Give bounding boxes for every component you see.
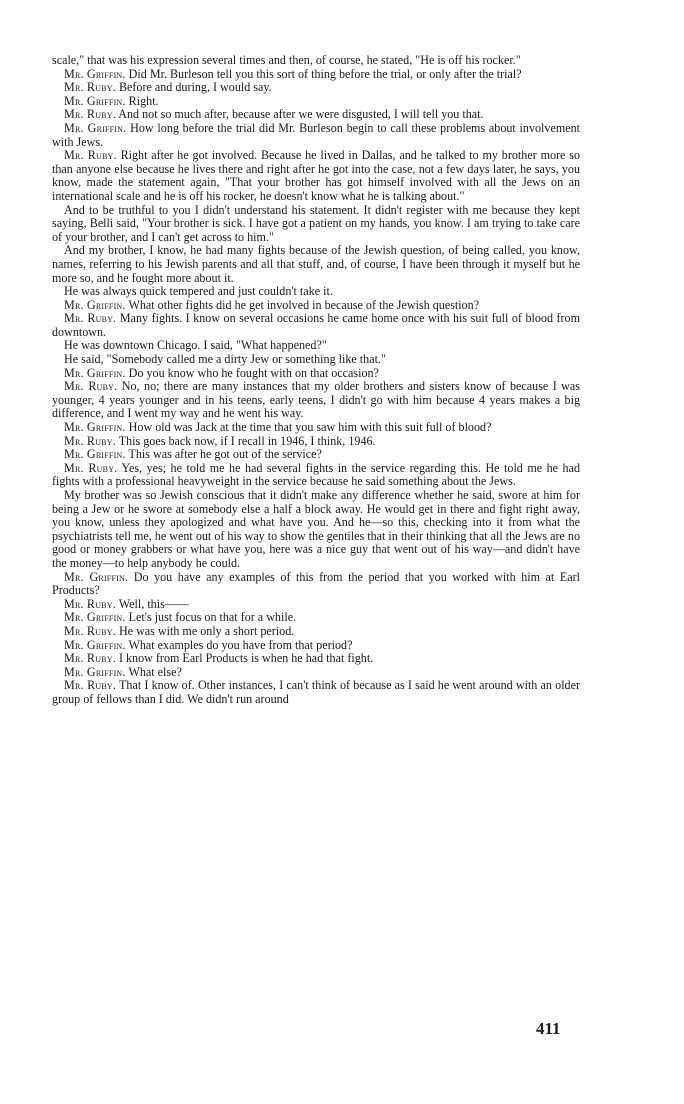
paragraph-text: What other fights did he get involved in because of the Jewish question? [128,297,480,312]
transcript-paragraph [52,312,580,339]
paragraph-text: Yes, yes; he told me he had several fights in the service regarding this. He told me he had fights with a professional heavyweight in the service because he said something about the Jews. [52,460,580,489]
paragraph-text: scale," that was his expression several times and then, of course, he stated, "He is off his rocker." [52,53,521,67]
speaker-label: Mr. Griffin. [64,420,126,435]
transcript-paragraph [52,652,580,666]
speaker-label: Mr. Griffin. [64,365,126,380]
transcript-paragraph [52,95,580,109]
speaker-label: Mr. Griffin. [64,664,126,679]
speaker-label: Mr. Ruby. [64,379,118,394]
speaker-label: Mr. Ruby. [64,433,116,448]
transcript-paragraph [52,81,580,95]
transcript-paragraph [52,679,580,706]
paragraph-text: Before and during, I would say. [118,80,272,95]
transcript-paragraph [52,448,580,462]
speaker-label: Mr. Ruby. [64,148,117,163]
transcript-paragraph [52,380,580,421]
page-number: 411 [536,1019,561,1038]
transcript-paragraph [52,244,580,285]
paragraph-text: That I know of. Other instances, I can't think of because as I said he went around with an older group of fellows than I did. We didn't run around [52,678,580,706]
paragraph-text: This was after he got out of the service? [128,447,322,462]
transcript-paragraph [52,149,580,203]
paragraph-text: He was always quick tempered and just couldn't take it. [64,284,333,299]
paragraph-text: My brother was so Jewish conscious that it didn't make any difference whether he said, swore at him for being a Jew or he swore at somebody else a half a block away. He would get in there and fight right away, you know, unless they apologized and what have you. And he—so this, checking into it from what the psychiatrists tell me, he went out of his way to show the gentiles that in their thinking that all the Jews are no good or money grabbers or what have you, here was a nice guy that went out of his way—and didn't have the money—to help anybody he could. [52,488,580,570]
paragraph-text: Do you have any examples of this from the period that you worked with him at Earl Products? [52,569,580,598]
paragraph-text: I know from Earl Products is when he had that fight. [118,651,374,666]
transcript-paragraph [52,462,580,489]
transcript-paragraph [52,625,580,639]
transcript-paragraph [52,285,580,299]
speaker-label: Mr. Griffin. [64,297,126,312]
transcript-paragraph [52,571,580,598]
speaker-label: Mr. Ruby. [64,80,116,95]
paragraph-text: Many fights. I know on several occasions he came home once with his suit full of blood from downtown. [52,311,580,339]
speaker-label: Mr. Griffin. [64,93,126,108]
speaker-label: Mr. Ruby. [64,623,116,638]
transcript-paragraph [52,367,580,381]
transcript-paragraph [52,611,580,625]
transcript-paragraph [52,598,580,612]
paragraph-text: And not so much after, because after we were disgusted, I will tell you that. [118,107,484,122]
paragraph-text: What examples do you have from that period? [128,637,353,652]
transcript-paragraph [52,666,580,680]
paragraph-text: Let's just focus on that for a while. [128,610,297,625]
transcript-paragraph [52,299,580,313]
paragraph-text: And my brother, I know, he had many fights because of the Jewish question, of being called, you know, names, referring to his Jewish parents and all that stuff, and, of course, I have been through it myself but he more so, and he fought more about it. [52,243,580,285]
speaker-label: Mr. Ruby. [64,651,116,666]
transcript-paragraph [52,435,580,449]
speaker-label: Mr. Griffin. [64,637,126,652]
transcript-paragraph [52,54,580,68]
paragraph-text: What else? [128,664,182,679]
paragraph-text: He was downtown Chicago. I said, "What happened?" [64,338,327,353]
speaker-label: Mr. Ruby. [64,678,117,693]
speaker-label: Mr. Ruby. [64,311,117,326]
speaker-label: Mr. Ruby. [64,460,118,475]
paragraph-text: Well, this—— [118,596,189,611]
transcript-paragraph [52,68,580,82]
transcript-paragraph [52,339,580,353]
transcript-paragraph [52,204,580,245]
paragraph-text: Did Mr. Burleson tell you this sort of thing before the trial, or only after the trial? [128,66,522,81]
paragraph-text: And to be truthful to you I didn't understand his statement. It didn't register with me because they kept saying, Belli said, "Your brother is sick. I have got a patient on my hands, you know. I am trying to take care of your brother, and I can't get across to him." [52,202,580,244]
speaker-label: Mr. Ruby. [64,596,116,611]
paragraph-text: Right. [128,93,159,108]
speaker-label: Mr. Griffin. [64,610,126,625]
paragraph-text: This goes back now, if I recall in 1946, I think, 1946. [118,433,376,448]
paragraph-text: No, no; there are many instances that my older brothers and sisters know of because I was younger, 4 years younger and in his teens, early teens, I didn't go with him because 4 years makes a big difference, and I went my way and he went his way. [52,379,580,421]
transcript-paragraph [52,489,580,571]
paragraph-text: Do you know who he fought with on that occasion? [128,365,379,380]
paragraph-text: He was with me only a short period. [118,623,295,638]
speaker-label: Mr. Griffin. [64,66,126,81]
speaker-label: Mr. Griffin. [64,447,126,462]
transcript-paragraph [52,108,580,122]
paragraph-text: Right after he got involved. Because he lived in Dallas, and he talked to my brother more so than anyone else because he lives there and right after he got into the case, not a few days later, he says, you know, made the statement again, "That your brother has got himself involved with all the Jews on an international scale and he is off his rocker, he doesn't know what he is talking about." [52,148,581,203]
paragraph-text: How long before the trial did Mr. Burleson begin to call these problems about involvement with Jews. [52,120,581,149]
paragraph-text: He said, "Somebody called me a dirty Jew or something like that." [64,352,386,367]
transcript-page [52,54,580,707]
transcript-paragraph [52,421,580,435]
transcript-paragraph [52,639,580,653]
speaker-label: Mr. Griffin. [64,569,129,584]
transcript-paragraph [52,353,580,367]
speaker-label: Mr. Griffin. [64,120,127,135]
speaker-label: Mr. Ruby. [64,107,116,122]
paragraph-text: How old was Jack at the time that you saw him with this suit full of blood? [128,420,492,435]
transcript-paragraph [52,122,580,149]
